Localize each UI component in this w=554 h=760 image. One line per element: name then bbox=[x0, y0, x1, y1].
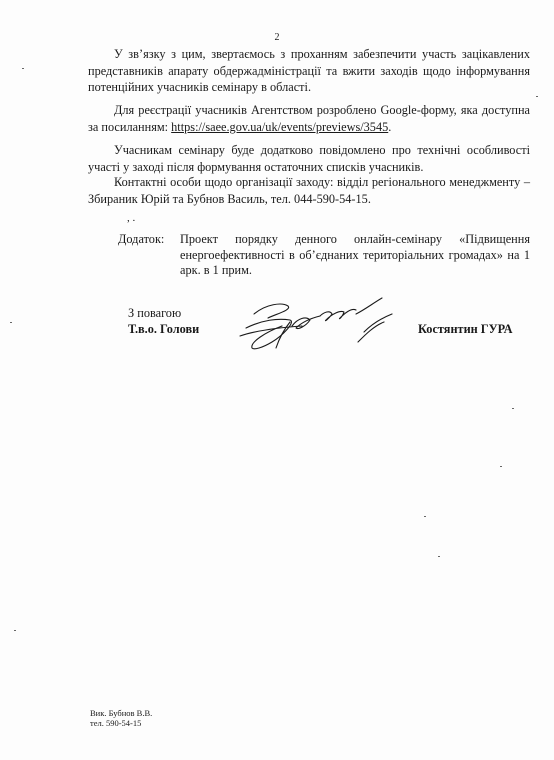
paragraph-contacts bbox=[88, 174, 530, 207]
scan-speck bbox=[14, 630, 16, 631]
signer-name: Костянтин ГУРА bbox=[418, 322, 513, 336]
scan-speck bbox=[424, 516, 426, 517]
registration-link[interactable]: https://saee.gov.ua/uk/events/previews/3545 bbox=[171, 119, 389, 134]
scan-speck bbox=[22, 68, 24, 69]
paragraph-technical bbox=[88, 142, 530, 175]
attachment-text: Проект порядку денного онлайн-семінару «Підвищення енергоефективності в об’єднаних територіальних громадах» на 1 арк. в 1 прим. bbox=[180, 232, 530, 277]
page-number: 2 bbox=[274, 32, 280, 43]
scan-speck bbox=[438, 556, 440, 557]
paragraph-request bbox=[88, 46, 530, 96]
executor-name: Вик. Бубнов В.В. bbox=[90, 708, 153, 718]
paragraph-registration: Для реєстрації учасників Агентством розроблено Google-форму, яка доступна за посиланням: https://saee.gov.ua/uk/events/previews/3545. bbox=[88, 103, 530, 134]
signer-position: Т.в.о. Голови bbox=[128, 322, 200, 336]
scan-speck bbox=[500, 466, 502, 467]
handwritten-signature bbox=[232, 292, 402, 362]
scan-speck bbox=[536, 96, 538, 97]
paragraph-registration-text: Для реєстрації учасників Агентством розроблено Google-форму, яка доступна за посиланням: bbox=[88, 103, 530, 134]
stray-mark: , . bbox=[127, 212, 136, 224]
paragraph-technical-text: Учасникам семінару буде додатково повідомлено про технічні особливості участі у заході після формування остаточних списків учасників. bbox=[88, 143, 530, 174]
scan-speck bbox=[512, 408, 514, 409]
regards-text: З повагою bbox=[128, 306, 182, 320]
executor-phone: тел. 590-54-15 bbox=[90, 718, 142, 728]
scan-speck bbox=[10, 322, 12, 323]
attachment-label: Додаток: bbox=[118, 232, 165, 246]
paragraph-contacts-text: Контактні особи щодо організації заходу: відділ регіонального менеджменту – Збираник Юрій та Бубнов Василь, тел. 044-590-54-15. bbox=[88, 175, 530, 206]
paragraph-request-text: У зв’язку з цим, звертаємось з проханням забезпечити участь зацікавлених представників апарату обдержадміністрації та вжити заходів щодо інформування потенційних учасників семінару в області. bbox=[88, 47, 530, 94]
